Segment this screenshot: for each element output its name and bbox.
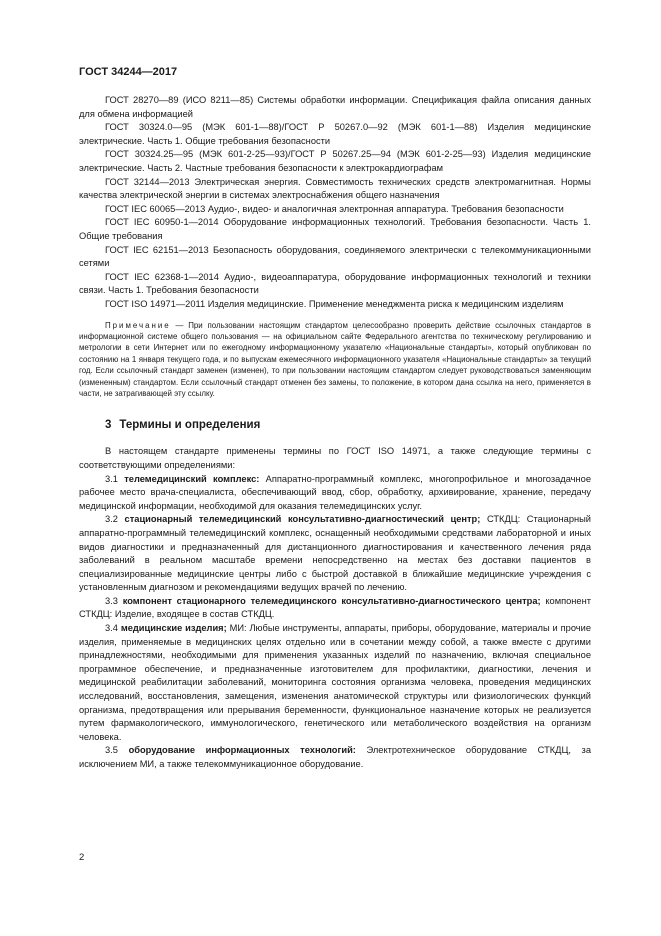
note-text: — При пользовании настоящим стандартом целесообразно проверить действие ссылочных стандартов в информационной системе общего пользования — на официальном сайте Федерального агентства по техническому регулированию и метрологии в сети Интернет или по ежегодному информационному указателю «Национальные стандарты», который опубликован по состоянию на 1 января текущего года, и по выпускам ежемесячного информационного указателя «Национальные стандарты» за текущий год. Если ссылочный стандарт заменен (изменен), то при пользовании настоящим стандартом следует руководствоваться заменяющим (измененным) стандартом. Если ссылочный стандарт отменен без замены, то положение, в котором дана ссылка на него, применяется в части, не затрагивающей эту ссылку. <box>79 320 591 398</box>
reference-item: ГОСТ 28270—89 (ИСО 8211—85) Системы обработки информации. Спецификация файла описания данных для обмена информацией <box>79 95 591 119</box>
definition-number: 3.4 <box>105 623 118 634</box>
definition-number: 3.5 <box>105 745 118 756</box>
section-intro: В настоящем стандарте применены термины по ГОСТ ISO 14971, а также следующие термины с соответствующими определениями: <box>79 446 591 470</box>
section-title: Термины и определения <box>119 419 261 432</box>
definition-text: Электротехническое оборудование СТКДЦ, за исключением МИ, а также телекоммуникационное оборудование. <box>79 745 591 769</box>
definition-3-4 <box>79 622 591 744</box>
definition-text: МИ: Любые инструменты, аппараты, приборы, оборудование, материалы и прочие изделия, применяемые в медицинских целях отдельно или в сочетании между собой, а также вместе с другими принадлежностями, необходимыми для применения указанных изделий по назначению, включая специальное программное обеспечение, и предназначенные изготовителем для профилактики, диагностики, лечения и медицинской реабилитации заболеваний, мониторинга состояния организма человека, проведения медицинских исследований, восстановления, замещения, изменения анатомической структуры или физиологических функций организма, предотвращения или прерывания беременности, функциональное назначение которых не реализуется путем фармакологического, иммунологического, генетического или метаболического воздействия на организм человека. <box>79 623 591 742</box>
definition-3-3 <box>79 595 591 622</box>
definition-number: 3.3 <box>105 595 118 606</box>
definition-term: компонент стационарного телемедицинского консультативно-диагностического центра; <box>122 595 541 606</box>
definition-term: телемедицинский комплекс: <box>124 473 260 484</box>
reference-item: ГОСТ 30324.25—95 (МЭК 601-2-25—93)/ГОСТ Р 50267.25—94 (МЭК 601-2-25—93) Изделия медицинские электрические. Часть 2. Частные требования безопасности к электрокардиографам <box>79 149 591 173</box>
main-content <box>79 94 591 772</box>
reference-item: ГОСТ IEC 60065—2013 Аудио-, видео- и аналогичная электронная аппаратура. Требования безопасности <box>105 203 564 214</box>
definition-term: медицинские изделия; <box>120 623 227 634</box>
definition-text: Аппаратно-программный комплекс, многопрофильное и многозадачное рабочее место врача-специалиста, обеспечивающий ввод, сбор, обработку, архивирование, хранение, передачу медицинской информации, необходимой для оказания телемедицинских услуг. <box>79 473 591 511</box>
definition-3-5 <box>79 744 591 771</box>
section-number: 3 <box>105 419 112 432</box>
definition-term: стационарный телемедицинский консультативно-диагностический центр; <box>124 514 481 525</box>
reference-item: ГОСТ IEC 62151—2013 Безопасность оборудования, соединяемого электрически с телекоммуникационными сетями <box>79 244 591 269</box>
section-heading <box>105 419 591 431</box>
reference-item: ГОСТ IEC 62368-1—2014 Аудио-, видеоаппаратура, оборудование информационных технологий и техники связи. Часть 1. Требования безопасности <box>79 271 591 296</box>
definition-3-2 <box>79 513 591 595</box>
definition-text: СТКДЦ: Стационарный аппаратно-программный телемедицинский комплекс, оснащенный необходимыми средствами лабораторной и иных видов диагностики и предназначенный для дистанционного диагностирования и качественного лечения ряда заболеваний в реальном масштабе времени непосредственно на местах без доставки пациентов в специализированные медицинские центры либо с быстрой доставкой в ближайшие медицинские учреждения с установленным диагнозом и рекомендациями ведущих врачей по лечению. <box>79 514 592 593</box>
note-label: Примечание <box>105 320 171 330</box>
page-number: 2 <box>79 852 85 863</box>
reference-item: ГОСТ 30324.0—95 (МЭК 601-1—88)/ГОСТ Р 50267.0—92 (МЭК 601-1—88) Изделия медицинские электрические. Часть 1. Общие требования безопасности <box>79 122 591 146</box>
definition-text: компонент СТКДЦ: Изделие, входящее в состав СТКДЦ. <box>79 595 591 620</box>
reference-item: ГОСТ IEC 60950-1—2014 Оборудование информационных технологий. Требования безопасности. Часть 1. Общие требования <box>79 217 591 241</box>
reference-item: ГОСТ 32144—2013 Электрическая энергия. Совместимость технических средств электромагнитная. Нормы качества электрической энергии в системах электроснабжения общего назначения <box>79 176 591 201</box>
reference-item: ГОСТ ISO 14971—2011 Изделия медицинские. Применение менеджмента риска к медицинским изделиям <box>105 298 564 309</box>
document-header: ГОСТ 34244—2017 <box>79 66 178 78</box>
definition-3-1 <box>79 473 591 514</box>
definition-number: 3.1 <box>105 473 118 484</box>
references-list <box>79 94 591 312</box>
definition-number: 3.2 <box>105 514 118 525</box>
definition-term: оборудование информационных технологий: <box>128 745 356 756</box>
note-paragraph <box>79 320 591 400</box>
